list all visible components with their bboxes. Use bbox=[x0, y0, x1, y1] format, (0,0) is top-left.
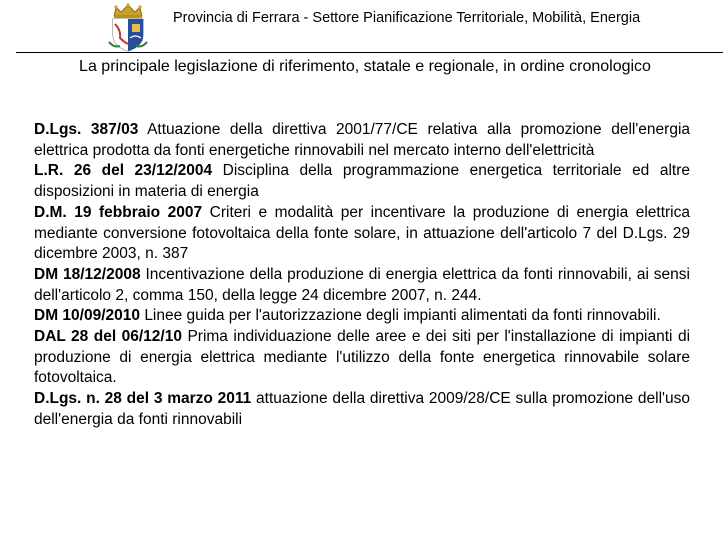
law-reference: DM 18/12/2008 bbox=[34, 265, 141, 283]
law-reference: L.R. 26 del 23/12/2004 bbox=[34, 162, 213, 180]
law-item bbox=[34, 389, 690, 430]
header-title: Provincia di Ferrara - Settore Pianificazione Territoriale, Mobilità, Energia bbox=[173, 10, 641, 26]
law-item bbox=[34, 120, 690, 161]
law-item bbox=[34, 265, 690, 306]
law-description: Criteri e modalità per incentivare la produzione di energia elettrica mediante conversione fotovoltaica della fonte solare, in attuazione dell'articolo 7 del D.Lgs. 29 dicembre 2003, n. 387 bbox=[34, 203, 690, 263]
law-reference: D.M. 19 febbraio 2007 bbox=[34, 203, 203, 221]
law-description: Attuazione della direttiva 2001/77/CE relativa alla promozione dell'energia elettrica prodotta da fonti energetiche rinnovabili nel mercato interno dell'elettricità bbox=[34, 121, 691, 159]
law-item bbox=[34, 306, 690, 327]
law-reference: DM 10/09/2010 bbox=[34, 307, 140, 325]
law-item bbox=[34, 327, 690, 389]
page-header bbox=[0, 0, 723, 54]
law-reference: DAL 28 del 06/12/10 bbox=[34, 328, 182, 346]
law-reference: D.Lgs. 387/03 bbox=[34, 121, 139, 138]
law-item bbox=[34, 203, 690, 265]
page-subtitle: La principale legislazione di riferimento, statale e regionale, in ordine cronologico bbox=[79, 58, 651, 75]
law-description: Linee guida per l'autorizzazione degli impianti alimentati da fonti rinnovabili. bbox=[144, 307, 661, 325]
provincia-crest-icon bbox=[106, 2, 150, 52]
law-list bbox=[34, 120, 690, 431]
law-reference: D.Lgs. n. 28 del 3 marzo 2011 bbox=[34, 390, 252, 408]
law-description: Prima individuazione delle aree e dei siti per l'installazione di impianti di produzione di energia elettrica mediante l'utilizzo della fonte energetica rinnovabile solare fotovoltaica. bbox=[34, 328, 691, 387]
law-description: attuazione della direttiva 2009/28/CE sulla promozione dell'uso dell'energia da fonti rinnovabili bbox=[34, 390, 690, 428]
law-description: Incentivazione della produzione di energia elettrica da fonti rinnovabili, ai sensi dell'articolo 2, comma 150, della legge 24 dicembre 2007, n. 244. bbox=[34, 265, 690, 304]
law-item bbox=[34, 161, 690, 202]
header-divider bbox=[16, 52, 723, 53]
law-description: Disciplina della programmazione energetica territoriale ed altre disposizioni in materia di energia bbox=[34, 162, 691, 201]
